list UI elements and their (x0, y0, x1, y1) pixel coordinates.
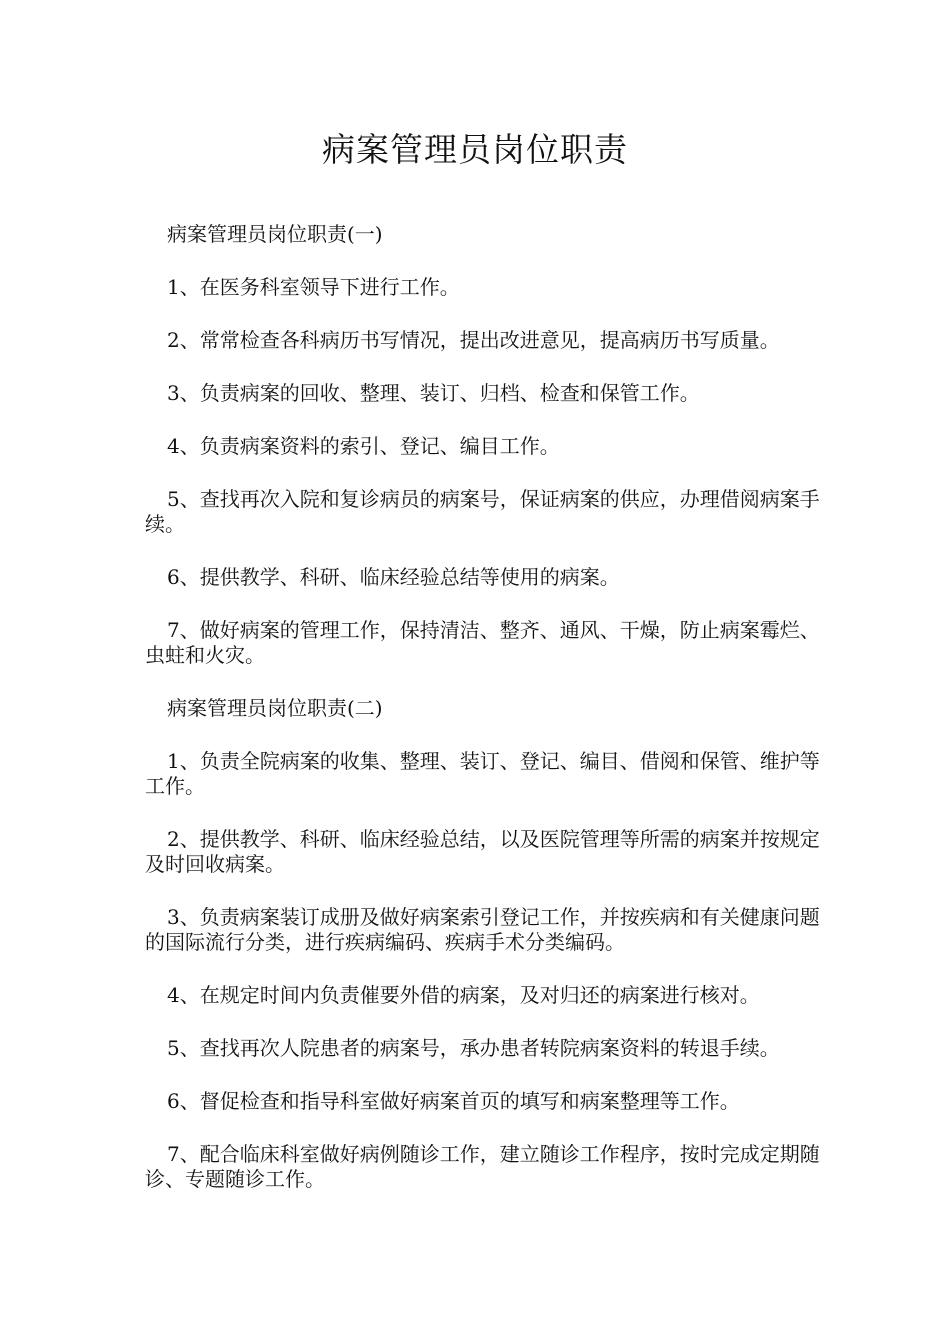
duty-item: 1、负责全院病案的收集、整理、装订、登记、编目、借阅和保管、维护等工作。 (145, 749, 820, 798)
duty-item: 4、在规定时间内负责催要外借的病案，及对归还的病案进行核对。 (167, 983, 760, 1007)
duty-item: 7、配合临床科室做好病例随诊工作，建立随诊工作程序，按时完成定期随诊、专题随诊工作。 (145, 1142, 820, 1191)
document-body (145, 222, 825, 1220)
duty-item: 7、做好病案的管理工作，保持清洁、整齐、通风、干燥，防止病案霉烂、虫蛀和火灾。 (145, 618, 820, 667)
duty-item: 6、督促检查和指导科室做好病案首页的填写和病案整理等工作。 (167, 1089, 740, 1113)
duty-item: 3、负责病案的回收、整理、装订、归档、检查和保管工作。 (167, 381, 700, 405)
duty-item: 3、负责病案装订成册及做好病案索引登记工作，并按疾病和有关健康问题的国际流行分类，进行疾病编码、疾病手术分类编码。 (145, 905, 820, 954)
duty-item: 4、负责病案资料的索引、登记、编目工作。 (167, 434, 560, 458)
duty-item: 5、查找再次入院和复诊病员的病案号，保证病案的供应，办理借阅病案手续。 (145, 487, 820, 536)
page-title: 病案管理员岗位职责 (322, 130, 628, 169)
duty-item: 1、在医务科室领导下进行工作。 (167, 275, 460, 299)
section-heading-2: 病案管理员岗位职责(二) (167, 696, 383, 720)
section-heading-1: 病案管理员岗位职责(一) (167, 222, 383, 246)
duty-item: 2、提供教学、科研、临床经验总结，以及医院管理等所需的病案并按规定及时回收病案。 (145, 827, 820, 876)
duty-item: 2、常常检查各科病历书写情况，提出改进意见，提高病历书写质量。 (167, 328, 780, 352)
duty-item: 5、查找再次人院患者的病案号，承办患者转院病案资料的转退手续。 (167, 1036, 780, 1060)
duty-item: 6、提供教学、科研、临床经验总结等使用的病案。 (167, 565, 620, 589)
